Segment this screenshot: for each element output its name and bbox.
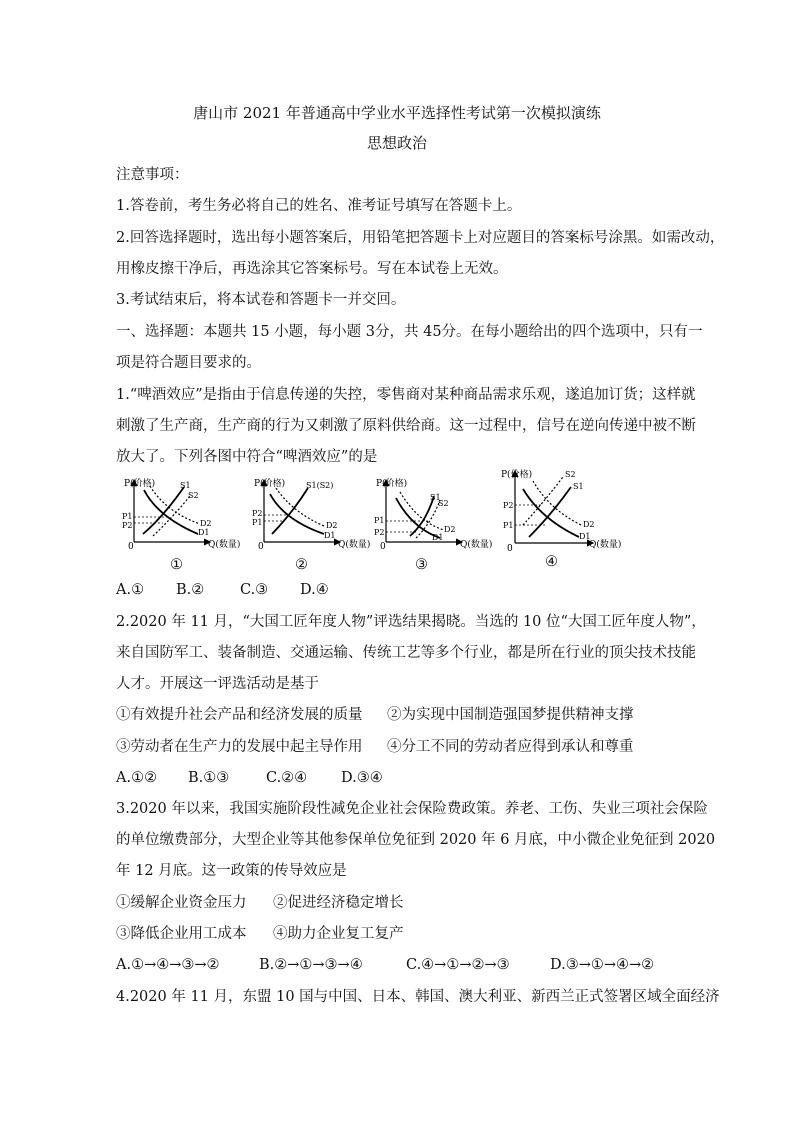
option-a[interactable]: A.①② [116, 770, 158, 786]
supply-curve-s1 [272, 488, 308, 534]
statement: ②为实现中国制造强国梦提供精神支撑 [387, 707, 634, 723]
question-text: 的单位缴费部分，大型企业等其他参保单位免征到 2020 年 6 月底，中小微企业免征到 2020 [116, 832, 716, 848]
option-a[interactable]: A.① [116, 582, 145, 598]
question-text: 刺激了生产商，生产商的行为又刺激了原料供给商。这一过程中，信号在逆向传递中被不断 [116, 418, 696, 434]
graph-number: ① [170, 557, 183, 573]
option-c[interactable]: C.③ [240, 582, 269, 598]
price-label: P1 [503, 521, 514, 530]
price-label: P1 [374, 516, 385, 525]
origin-label: 0 [380, 542, 386, 552]
statement: ①缓解企业资金压力 [116, 895, 247, 911]
subject-title: 思想政治 [366, 134, 427, 152]
price-label: P1 [122, 512, 133, 521]
price-label: P2 [374, 528, 385, 537]
option-d[interactable]: D.④ [300, 582, 329, 598]
curve-label: S1(S2) [306, 481, 334, 490]
graph-number: ② [295, 557, 308, 573]
supply-demand-graph-3 [370, 472, 500, 572]
notice-heading: 注意事项： [116, 167, 189, 183]
curve-label: D1 [198, 528, 210, 537]
price-label: P2 [122, 521, 133, 530]
y-axis-label: P(价格) [124, 479, 156, 489]
option-a[interactable]: A.①→④→③→② [116, 957, 220, 973]
option-c[interactable]: C.④→①→②→③ [406, 957, 510, 973]
supply-demand-graph-2 [248, 472, 378, 572]
supply-demand-graph-1 [118, 472, 248, 572]
supply-curve-s2 [153, 496, 190, 536]
curve-label: S2 [565, 470, 576, 479]
section-heading: 一、选择题：本题共 15 小题，每小题 3分，共 45分。在每小题给出的四个选项中，只有一 [116, 324, 703, 340]
question-text: 年 12 月底。这一政策的传导效应是 [116, 863, 347, 879]
price-label: P2 [252, 509, 263, 518]
curve-label: D1 [324, 531, 336, 540]
statement: ①有效提升社会产品和经济发展的质量 [116, 707, 363, 723]
question-text: 放大了。下列各图中符合“啤酒效应”的是 [116, 449, 378, 465]
statement: ③降低企业用工成本 [116, 926, 247, 942]
statement: ④分工不同的劳动者应得到承认和尊重 [387, 739, 634, 755]
curve-label: S1 [573, 482, 584, 491]
statement: ④助力企业复工复产 [273, 926, 404, 942]
origin-label: 0 [258, 542, 264, 552]
option-b[interactable]: B.②→①→③→④ [259, 957, 363, 973]
curve-label: S2 [438, 499, 449, 508]
x-axis-label: Q(数量) [460, 540, 493, 550]
section-heading-cont: 项是符合题目要求的。 [116, 355, 261, 371]
question-text: 2.2020 年 11 月，“大国工匠年度人物”评选结果揭晓。当选的 10 位“大国工匠年度人物”， [116, 614, 706, 630]
question-text: 1.“啤酒效应”是指由于信息传递的失控，零售商对某种商品需求乐观，遂追加订货；这样就 [116, 387, 696, 403]
price-label: P1 [252, 518, 263, 527]
x-axis-label: Q(数量) [338, 540, 371, 550]
origin-label: 0 [507, 544, 513, 554]
question-text: 人才。开展这一评选活动是基于 [116, 676, 319, 692]
notice-item: 3.考试结束后，将本试卷和答题卡一并交回。 [116, 292, 406, 308]
x-axis-label: Q(数量) [589, 540, 622, 550]
graph-number: ③ [415, 557, 428, 573]
curve-label: D2 [200, 519, 212, 528]
curve-label: D2 [444, 525, 456, 534]
statement: ②促进经济稳定增长 [273, 895, 404, 911]
y-axis-label: P(价格) [501, 470, 533, 480]
curve-label: S2 [188, 491, 199, 500]
supply-curve-s1 [410, 496, 434, 536]
notice-item: 2.回答选择题时，选出每小题答案后，用铅笔把答题卡上对应题目的答案标号涂黑。如需改动， [116, 230, 725, 246]
supply-curve-s1 [143, 487, 184, 534]
question-text: 4.2020 年 11 月，东盟 10 国与中国、日本、韩国、澳大利亚、新西兰正式签署区域全面经济 [116, 989, 720, 1005]
curve-label: D2 [326, 521, 338, 530]
curve-label: S1 [430, 493, 441, 502]
exam-title: 唐山市 2021 年普通高中学业水平选择性考试第一次模拟演练 [193, 104, 601, 122]
notice-item: 1.答卷前，考生务必将自己的姓名、准考证号填写在答题卡上。 [116, 198, 522, 214]
option-c[interactable]: C.②④ [266, 770, 308, 786]
statement: ③劳动者在生产力的发展中起主导作用 [116, 739, 363, 755]
graph-number: ④ [545, 554, 558, 570]
curve-label: D1 [579, 532, 591, 541]
supply-demand-graph-4 [493, 465, 628, 570]
curve-label: S1 [180, 481, 191, 490]
question-text: 3.2020 年以来，我国实施阶段性减免企业社会保险费政策。养老、工伤、失业三项社会保险 [116, 801, 708, 817]
curve-label: D1 [432, 533, 444, 542]
option-b[interactable]: B.② [176, 582, 205, 598]
origin-label: 0 [128, 542, 134, 552]
option-d[interactable]: D.③→①→④→② [550, 957, 655, 973]
option-d[interactable]: D.③④ [341, 770, 383, 786]
price-label: P2 [503, 501, 514, 510]
y-axis-label: P(价格) [254, 479, 286, 489]
notice-item: 用橡皮擦干净后，再选涂其它答案标号。写在本试卷上无效。 [116, 261, 508, 277]
supply-curve-s2 [523, 477, 563, 525]
question-text: 来自国防军工、装备制造、交通运输、传统工艺等多个行业，都是所在行业的顶尖技术技能 [116, 645, 696, 661]
x-axis-label: Q(数量) [208, 540, 241, 550]
y-axis-label: P(价格) [376, 479, 408, 489]
option-b[interactable]: B.①③ [188, 770, 230, 786]
curve-label: D2 [583, 520, 595, 529]
